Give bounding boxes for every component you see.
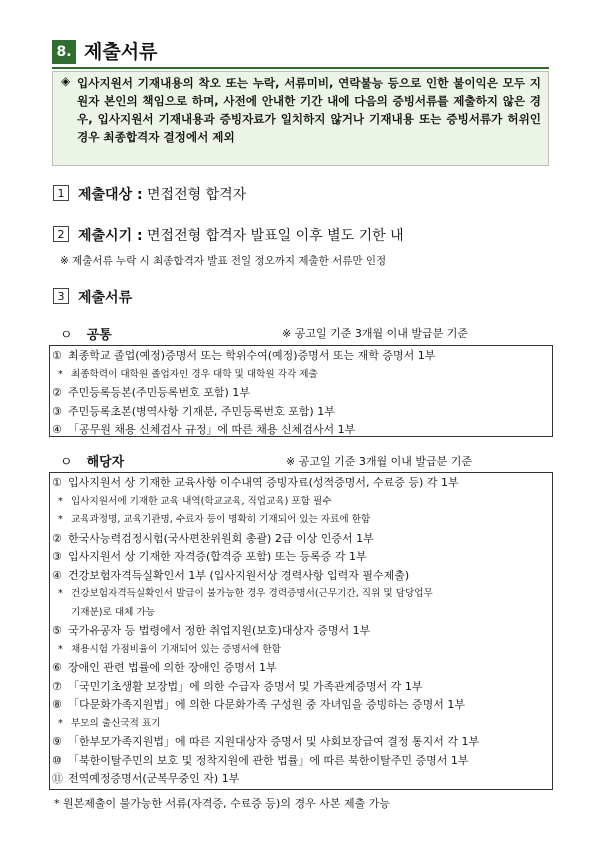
- item-text: 최종학력이 대학원 졸업자인 경우 대학 및 대학원 각각 제출: [71, 368, 318, 380]
- notice-box: [52, 71, 549, 166]
- submission-documents-heading: [53, 288, 132, 308]
- list-item: [50, 474, 552, 492]
- submission-period-text: 면접전형 합격자 발표일 이후 별도 기한 내: [147, 228, 404, 244]
- header-divider: [52, 67, 549, 69]
- list-item: [50, 403, 552, 421]
- item-text: 국가유공자 등 법령에서 정한 취업지원(보호)대상자 증명서 1부: [68, 624, 371, 637]
- submission-period-label: 제출시기 :: [78, 228, 143, 244]
- applicable-label: 해당자: [86, 455, 125, 470]
- item-number: ④: [52, 423, 62, 436]
- circle-bullet-icon: ㅇ: [60, 328, 73, 343]
- item-number: *: [58, 643, 63, 655]
- list-item-note: [50, 585, 552, 603]
- applicable-documents-box: [49, 472, 553, 790]
- applicable-heading: [60, 451, 124, 470]
- common-documents-box: [49, 345, 553, 437]
- item-text: 입사지원서에 기재한 교육 내역(학교교육, 직업교육) 포함 필수: [71, 495, 332, 507]
- list-item: [50, 347, 552, 365]
- footnote: * 원본제출이 불가능한 서류(자격증, 수료증 등)의 경우 사본 제출 가능: [54, 797, 390, 810]
- submission-target-label: 제출대상 :: [78, 187, 143, 203]
- list-item-note: [50, 641, 552, 659]
- item-text: 주민등록등본(주민등록번호 포함) 1부: [68, 386, 250, 399]
- list-item: [50, 421, 552, 439]
- list-item: [50, 678, 552, 696]
- item-text: 「한부모가족지원법」에 따른 지원대상자 증명서 및 사회보장급여 결정 통지서 각 1부: [68, 735, 480, 748]
- item-text: 「다문화가족지원법」에 의한 다문화가족 구성원 중 자녀임을 증빙하는 증명서 1부: [68, 698, 466, 711]
- item-text: 교육과정명, 교육기관명, 수료자 등이 명확히 기재되어 있는 자료에 한함: [71, 514, 371, 525]
- list-item: [50, 752, 552, 770]
- item-number: ②: [52, 386, 62, 399]
- list-item: [50, 567, 552, 585]
- common-heading: [60, 324, 112, 343]
- item-text: 입사지원서 상 기재한 교육사항 이수내역 증빙자료(성적증명서, 수료증 등) 각 1부: [68, 476, 459, 489]
- item-text: 「국민기초생활 보장법」에 의한 수급자 증명서 및 가족관계증명서 각 1부: [68, 679, 423, 693]
- list-item: [50, 384, 552, 402]
- item-number: *: [58, 495, 63, 507]
- common-note: ※ 공고일 기준 3개월 이내 발급분 기준: [282, 327, 468, 340]
- item-text: 「북한이탈주민의 보호 및 정착지원에 관한 법률」에 따른 북한이탈주민 증명서 1부: [68, 753, 469, 767]
- section-num-1: 1: [53, 185, 69, 201]
- item-text: 주민등록초본(병역사항 기재분, 주민등록번호 포함) 1부: [68, 404, 335, 418]
- list-item: [50, 733, 552, 751]
- list-item: [50, 696, 552, 714]
- item-number: ⑩: [52, 753, 62, 767]
- item-number: ⑨: [52, 735, 62, 748]
- item-number: ③: [52, 550, 62, 563]
- item-number: ⑦: [52, 679, 62, 693]
- item-text: 장애인 관련 법률에 의한 장애인 증명서 1부: [68, 661, 277, 674]
- submission-documents-label: 제출서류: [78, 290, 133, 306]
- item-number: ①: [52, 349, 62, 362]
- item-number: ⑪: [52, 772, 63, 785]
- item-number: *: [58, 588, 63, 599]
- item-text: 입사지원서 상 기재한 자격증(합격증 포함) 또는 등록증 각 1부: [68, 550, 367, 563]
- submission-target-text: 면접전형 합격자: [147, 187, 247, 203]
- item-text: 채용시험 가점비율이 기재되어 있는 증명서에 한함: [71, 643, 281, 655]
- list-item: [50, 622, 552, 640]
- diamond-icon: ◈: [61, 74, 71, 88]
- circle-bullet-icon: ㅇ: [60, 455, 73, 470]
- item-number: ⑤: [52, 624, 62, 637]
- section-num-3: 3: [53, 288, 69, 304]
- item-text: 부모의 출신국적 표기: [71, 717, 161, 729]
- list-item: [50, 770, 552, 788]
- item-text: 한국사능력검정시험(국사편찬위원회 총괄) 2급 이상 인증서 1부: [68, 531, 374, 545]
- item-number: *: [58, 717, 63, 729]
- section-number-badge: 8.: [52, 40, 76, 64]
- item-number: ⑧: [52, 698, 62, 711]
- list-item: [50, 548, 552, 566]
- submission-period: [53, 226, 404, 246]
- section-num-2: 2: [53, 226, 69, 242]
- item-number: *: [58, 368, 63, 380]
- item-number: ②: [52, 531, 62, 545]
- item-text: 건강보험자격득실확인서 발급이 불가능한 경우 경력증명서(근무기간, 직위 및 담당업무: [71, 588, 433, 599]
- submission-period-note: ※ 제출서류 누락 시 최종합격자 발표 전일 정오까지 제출한 서류만 인정: [60, 255, 387, 267]
- section-header: [52, 40, 549, 66]
- list-item: [50, 659, 552, 677]
- notice-text: 입사지원서 기재내용의 착오 또는 누락, 서류미비, 연락불능 등으로 인한 불이익은 모두 지원자 본인의 책임으로 하며, 사전에 안내한 기간 내에 다음의 증빙서류를 제출하지 않은 경우, 입사지원서 기재내용과 증빙자료가 일치하지 않거나 기재내용 또는 증빙서류가 허위인 경우 최종합격자 결정에서 제외: [77, 76, 541, 144]
- applicable-note: ※ 공고일 기준 3개월 이내 발급분 기준: [286, 455, 472, 468]
- list-item-note: [50, 493, 552, 511]
- item-text: 전역예정증명서(군복무중인 자) 1부: [68, 772, 240, 785]
- item-number: ④: [52, 568, 62, 582]
- item-text: 기재분)로 대체 가능: [71, 606, 155, 618]
- item-text: 건강보험자격득실확인서 1부 (입사지원서상 경력사항 입력자 필수제출): [68, 568, 410, 582]
- submission-target: [53, 185, 246, 205]
- item-text: 최종학교 졸업(예정)증명서 또는 학위수여(예정)증명서 또는 재학 증명서 1부: [68, 349, 436, 362]
- item-number: ⑥: [52, 661, 62, 674]
- item-number: ①: [52, 476, 62, 489]
- common-label: 공통: [86, 328, 112, 343]
- item-number: ③: [52, 404, 62, 418]
- section-title: 제출서류: [84, 41, 158, 63]
- list-item-note: [50, 604, 552, 622]
- list-item-note: [50, 511, 552, 529]
- list-item-note: [50, 366, 552, 384]
- item-number: *: [58, 514, 63, 525]
- list-item: [50, 530, 552, 548]
- item-text: 「공무원 채용 신체검사 규정」에 따른 채용 신체검사서 1부: [68, 423, 356, 436]
- list-item-note: [50, 715, 552, 733]
